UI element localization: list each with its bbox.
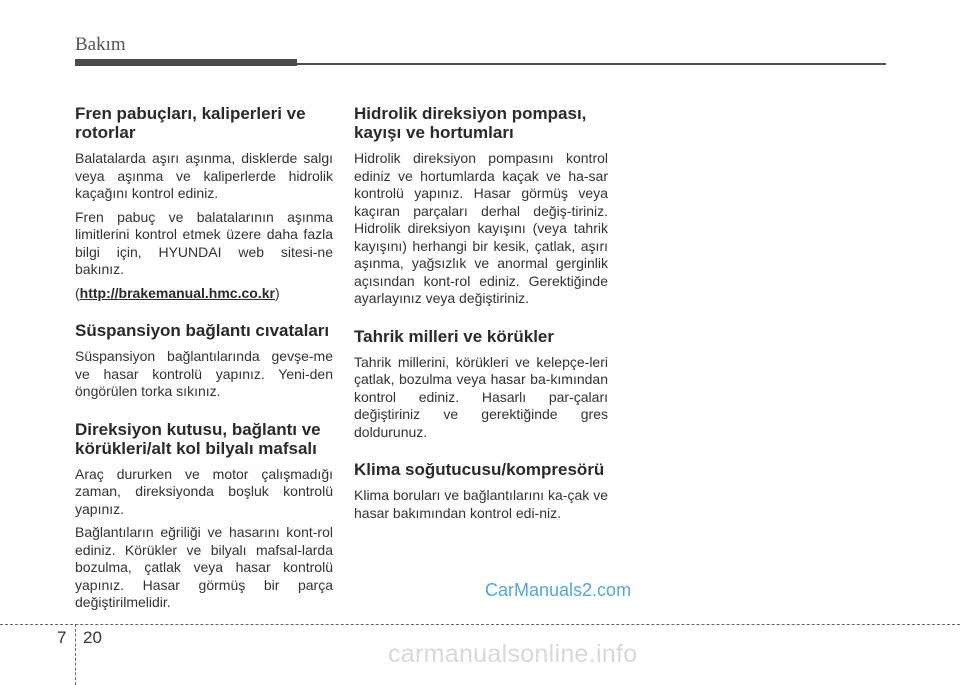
- section-brakes: [75, 104, 333, 302]
- paragraph: Balatalarda aşırı aşınma, disklerde salgı veya aşınma ve kaliperlerde hidrolik kaçağını kontrol ediniz.: [75, 150, 333, 201]
- paragraph: Hidrolik direksiyon pompasını kontrol ediniz ve hortumlarda kaçak ve ha-sar kontrolü yapınız. Hasar görmüş veya kaçıran parçaları derhal değiş-tiriniz. Hidrolik direksiyon kayışını (veya tahrik kayışını) herhangi bir kesik, çatlak, aşırı aşınma, yağsızlık ve anormal gerginlik açısından kont-rol ediniz. Gerektiğinde ayarlayınız veya değiştiriniz.: [354, 150, 608, 306]
- section-air-conditioning: [354, 460, 608, 522]
- left-column: [75, 104, 333, 631]
- header-rule-thick: [75, 59, 297, 66]
- paragraph: Tahrik millerini, körükleri ve kelepçe-leri çatlak, bozulma veya hasar ba-kımından kontrol ediniz. Hasarlı par-çaları değiştiriniz ve gerektiğinde gres doldurunuz.: [354, 353, 608, 440]
- paren-close: ): [274, 284, 280, 301]
- section-heading: Tahrik milleri ve körükler: [354, 326, 554, 346]
- right-column: [354, 104, 608, 541]
- section-heading: Klima soğutucusu/kompresörü: [354, 460, 605, 479]
- section-heading: Süspansiyon bağlantı cıvataları: [75, 321, 330, 340]
- paragraph: Süspansiyon bağlantılarında gevşe-me ve hasar kontrolü yapınız. Yeni-den öngörülen torka sıkınız.: [75, 348, 333, 399]
- page-header-title: Bakım: [75, 34, 126, 55]
- paragraph: Fren pabuç ve balatalarının aşınma limitlerini kontrol etmek üzere daha fazla bilgi için, HYUNDAI web sitesi-ne bakınız.: [75, 208, 333, 277]
- paren-open: (: [75, 284, 80, 301]
- section-heading: Direksiyon kutusu, bağlantı ve körükleri/alt kol bilyalı mafsalı: [75, 419, 321, 458]
- section-power-steering: [354, 104, 608, 308]
- paragraph: Araç dururken ve motor çalışmadığı zaman, direksiyonda boşluk kontrolü yapınız.: [75, 465, 333, 517]
- url-paragraph: [75, 285, 333, 303]
- page-number: 20: [83, 628, 102, 647]
- chapter-number: 7: [57, 628, 67, 647]
- paragraph: Klima boruları ve bağlantılarını ka-çak ve hasar bakımından kontrol edi-niz.: [354, 487, 608, 521]
- section-heading: Fren pabuçları, kaliperleri ve rotorlar: [75, 104, 306, 142]
- section-drive-shafts: [354, 327, 608, 442]
- header-rule-thin: [297, 63, 886, 65]
- section-suspension: [75, 321, 333, 401]
- paragraph: Bağlantıların eğriliği ve hasarını kont-rol ediniz. Körükler ve bilyalı mafsal-larda bozulma, çatlak veya hasar kontrolü yapınız. Hasar görmüş bir parça değiştirilmelidir.: [75, 524, 333, 610]
- section-steering-box: [75, 420, 333, 612]
- section-heading: Hidrolik direksiyon pompası, kayışı ve hortumları: [354, 104, 587, 142]
- watermark-logo: CarManuals2.com: [485, 580, 632, 600]
- brake-manual-link[interactable]: http://brakemanual.hmc.co.kr: [79, 284, 275, 301]
- footer-divider-horizontal: [0, 624, 960, 626]
- footer-divider-vertical: [75, 624, 77, 685]
- footer-watermark: carmanualsonline.info: [388, 640, 638, 668]
